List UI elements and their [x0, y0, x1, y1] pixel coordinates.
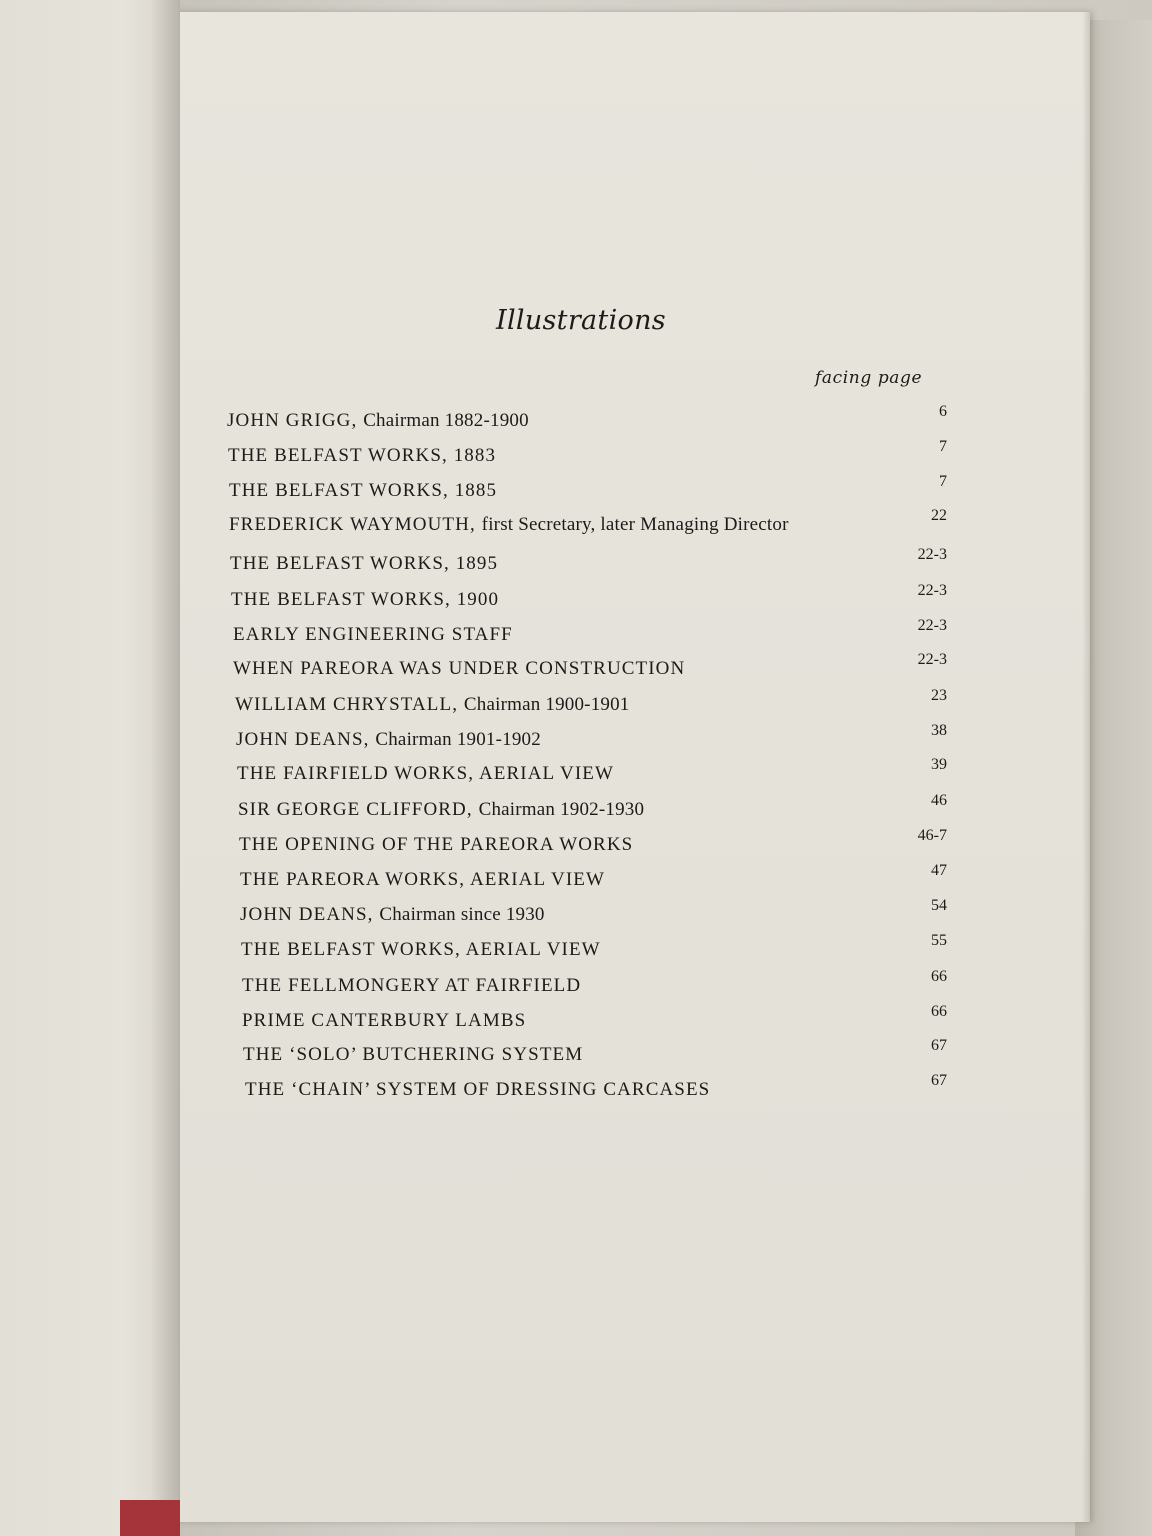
entry-title: PRIME CANTERBURY LAMBS	[242, 1010, 527, 1031]
entry-title: WILLIAM CHRYSTALL, Chairman 1900-1901	[235, 694, 630, 715]
entry-page-number: 54	[931, 897, 947, 914]
entry-title: JOHN DEANS, Chairman 1901-1902	[236, 729, 541, 750]
entry-page-number: 22-3	[917, 651, 947, 668]
entry-title: THE OPENING OF THE PAREORA WORKS	[239, 834, 634, 855]
entry-page-number: 7	[939, 473, 947, 490]
entry-title: THE BELFAST WORKS, 1885	[229, 480, 498, 501]
list-item	[242, 1003, 947, 1040]
list-item	[243, 1037, 947, 1074]
entry-page-number: 55	[931, 932, 947, 949]
list-item	[229, 507, 947, 544]
entry-title: THE BELFAST WORKS, 1895	[230, 553, 499, 574]
entry-title: THE FELLMONGERY AT FAIRFIELD	[242, 975, 582, 996]
entry-detail: Chairman 1882-1900	[363, 410, 529, 431]
entry-page-number: 7	[939, 438, 947, 455]
entry-page-number: 38	[931, 722, 947, 739]
list-item	[227, 403, 947, 440]
list-item	[240, 862, 947, 899]
entry-detail: first Secretary, later Managing Director	[481, 514, 789, 535]
list-item	[242, 968, 947, 1005]
list-item	[241, 932, 947, 969]
list-item	[245, 1072, 947, 1109]
entry-title: THE PAREORA WORKS, AERIAL VIEW	[240, 869, 605, 890]
entry-title: THE ‘SOLO’ BUTCHERING SYSTEM	[243, 1044, 584, 1065]
entry-detail: Chairman 1900-1901	[463, 694, 630, 715]
entry-page-number: 66	[931, 1003, 947, 1020]
list-item	[229, 473, 947, 510]
list-item	[237, 756, 947, 793]
entry-title: EARLY ENGINEERING STAFF	[233, 624, 513, 645]
list-item	[236, 722, 947, 759]
entry-detail: Chairman since 1930	[379, 904, 545, 925]
entry-page-number: 22-3	[917, 582, 947, 599]
list-item	[239, 827, 947, 864]
entry-title: THE ‘CHAIN’ SYSTEM OF DRESSING CARCASES	[245, 1079, 711, 1100]
entry-title: THE BELFAST WORKS, 1883	[228, 445, 497, 466]
entry-page-number: 23	[931, 687, 947, 704]
entry-title: JOHN GRIGG, Chairman 1882-1900	[227, 410, 529, 431]
entry-page-number: 22	[931, 507, 947, 524]
entry-title: SIR GEORGE CLIFFORD, Chairman 1902-1930	[238, 799, 645, 820]
entry-page-number: 46	[931, 792, 947, 809]
list-item	[238, 792, 947, 829]
list-item	[230, 546, 947, 583]
list-item	[240, 897, 947, 934]
entry-title: THE BELFAST WORKS, 1900	[231, 589, 500, 610]
page-title: Illustrations	[496, 305, 666, 336]
list-item	[228, 438, 947, 475]
list-item	[233, 617, 947, 654]
entry-title: THE FAIRFIELD WORKS, AERIAL VIEW	[237, 763, 615, 784]
list-item	[231, 582, 947, 619]
entry-page-number: 66	[931, 968, 947, 985]
list-item	[233, 651, 947, 688]
entry-page-number: 47	[931, 862, 947, 879]
entry-title: FREDERICK WAYMOUTH, first Secretary, later Managing Director	[229, 514, 789, 535]
entry-page-number: 67	[931, 1037, 947, 1054]
entry-page-number: 22-3	[917, 617, 947, 634]
entry-page-number: 39	[931, 756, 947, 773]
entry-page-number: 67	[931, 1072, 947, 1089]
entry-title: JOHN DEANS, Chairman since 1930	[240, 904, 545, 925]
entry-page-number: 46-7	[917, 827, 947, 844]
entry-detail: Chairman 1902-1930	[478, 799, 645, 820]
entry-page-number: 22-3	[917, 546, 947, 563]
list-item	[235, 687, 947, 724]
entry-detail: Chairman 1901-1902	[375, 729, 541, 750]
entry-title: THE BELFAST WORKS, AERIAL VIEW	[241, 939, 601, 960]
facing-page-header: facing page	[815, 368, 923, 388]
entry-page-number: 6	[939, 403, 947, 420]
entry-title: WHEN PAREORA WAS UNDER CONSTRUCTION	[233, 658, 686, 679]
